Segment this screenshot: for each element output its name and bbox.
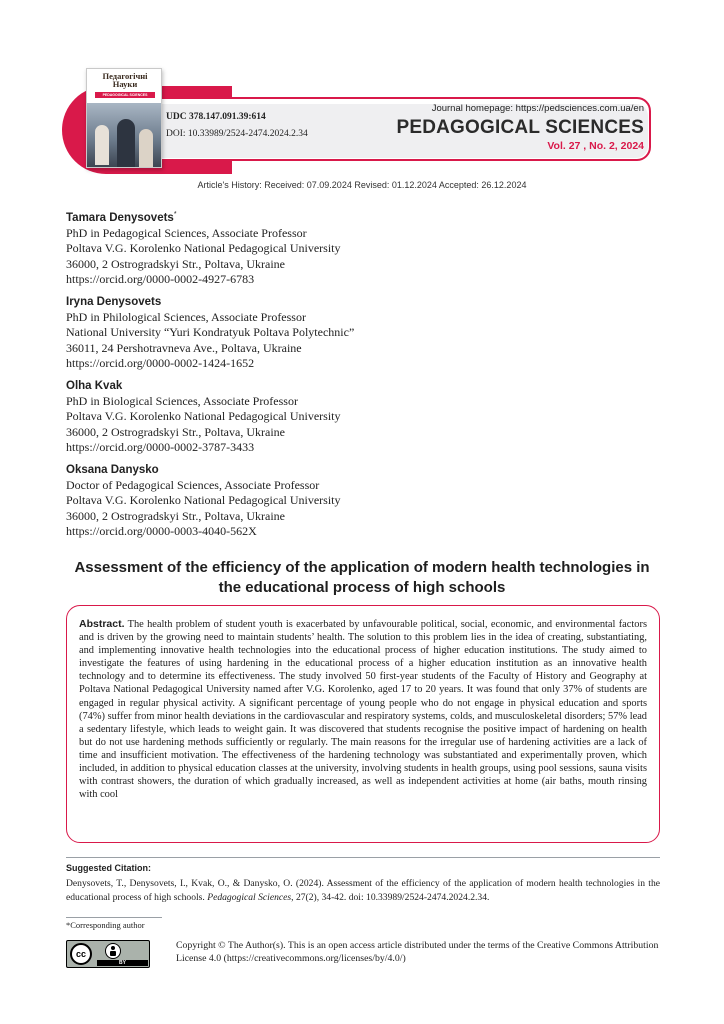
cover-photo — [87, 103, 162, 168]
author-affiliation: Poltava V.G. Korolenko National Pedagogical University — [66, 493, 341, 508]
author-block — [66, 378, 666, 456]
author-orcid-link[interactable]: https://orcid.org/0000-0002-4927-6783 — [66, 272, 255, 287]
author-name: Olha Kvak — [66, 379, 123, 392]
cover-person-2 — [117, 119, 135, 167]
author-degree: PhD in Pedagogical Sciences, Associate Professor — [66, 225, 307, 240]
abstract-text: The health problem of student youth is exacerbated by unfavourable political, social, economic, and environmental factors and is driven by the growing need to maintain students’ health. The solution to this problem lies in the idea of creating, substantiating, and implementing innovative health technologies into the educational process of higher education institutions. The study aimed to investigate the features of using hardening in the educational process of a higher education institution as an innovative health technology and to determine its effectiveness. The study involved 50 first-year students of the Faculty of History and Geography at Poltava National Pedagogical University named after V.G. Korolenko, aged 17 to 20 years. It was found that only 37% of students are engaged in regular physical activity. A significant percentage of young people who do not engage in physical education and sports (74%) suffer from minor health deviations in the cardiovascular and respiratory systems, colds, and musculoskeletal disorders; 57% lead a sedentary lifestyle, which leads to weight gain. It was discovered that students recognise the positive impact of hardening on health but do not use hardening methods sufficiently or regularly. The main reasons for the irregular use of hardening activities are a lack of time and insufficient motivation. The effectiveness of the hardening technology was substantiated and experimentally proven, which included, in addition to physical education classes at the university, involving students in health groups, using pool sessions, sauna visits with contrast showers, the duration of which gradually increased, as well as independent activities at home (air baths, mouth rinsing with cool — [79, 619, 647, 801]
attribution-person-icon — [105, 943, 121, 959]
abstract-body — [79, 618, 647, 838]
cover-band: PEDAGOGICAL SCIENCES — [95, 92, 155, 98]
journal-volume: Vol. 27 , No. 2, 2024 — [547, 140, 644, 152]
author-address: 36000, 2 Ostrogradskyi Str., Poltava, Ukraine — [66, 256, 285, 271]
author-name: Oksana Danysko — [66, 463, 159, 476]
author-degree: Doctor of Pedagogical Sciences, Associate Professor — [66, 477, 320, 492]
author-degree: PhD in Philological Sciences, Associate Professor — [66, 309, 306, 324]
author-block — [66, 207, 666, 288]
author-block — [66, 462, 666, 540]
license-text: Copyright © The Author(s). This is an open access article distributed under the terms of the Creative Commons Attribution License 4.0 (https://creativecommons.org/licenses/by/4.0/) — [176, 940, 659, 964]
author-degree: PhD in Biological Sciences, Associate Professor — [66, 393, 298, 408]
citation-journal: Pedagogical Sciences — [207, 891, 292, 903]
cc-by-license-badge[interactable] — [66, 940, 150, 968]
citation-text: Denysovets, T., Denysovets, I., Kvak, O., & Danysko, O. (2024). Assessment of the efficiency of the application of modern health technologies in the educational process of high schools. Pedagogical Sciences, 27(2), 34-42. doi: 10.33989/2524-2474.2024.2.34. — [66, 878, 660, 903]
article-title: Assessment of the efficiency of the application of modern health technologies in the educational process of high schools — [74, 559, 650, 596]
footnote-divider — [66, 917, 162, 918]
citation-divider — [66, 857, 660, 858]
cover-title: Педагогічні Науки — [102, 71, 148, 89]
cc-icon: cc — [70, 943, 92, 965]
journal-homepage[interactable]: Journal homepage: https://pedsciences.com.ua/en — [431, 103, 644, 114]
corresponding-author-note: *Corresponding author — [66, 920, 145, 930]
author-orcid-link[interactable]: https://orcid.org/0000-0002-1424-1652 — [66, 356, 255, 371]
abstract-box — [66, 605, 660, 843]
journal-cover-thumbnail — [86, 68, 162, 168]
udc-code: UDC 378.147.091.39:614 — [166, 112, 266, 122]
author-list — [66, 207, 666, 546]
article-history: Article's History: Received: 07.09.2024 Revised: 01.12.2024 Accepted: 26.12.2024 — [197, 180, 527, 190]
by-label: BY — [97, 960, 148, 966]
journal-name: PEDAGOGICAL SCIENCES — [396, 117, 644, 138]
doi[interactable]: DOI: 10.33989/2524-2474.2024.2.34 — [166, 129, 308, 139]
author-address: 36011, 24 Pershotravneva Ave., Poltava, Ukraine — [66, 340, 302, 355]
author-affiliation: Poltava V.G. Korolenko National Pedagogical University — [66, 409, 341, 424]
author-address: 36000, 2 Ostrogradskyi Str., Poltava, Ukraine — [66, 508, 285, 523]
author-orcid-link[interactable]: https://orcid.org/0000-0002-3787-3433 — [66, 440, 255, 455]
author-address: 36000, 2 Ostrogradskyi Str., Poltava, Ukraine — [66, 424, 285, 439]
cover-person-1 — [95, 125, 109, 165]
author-name: Iryna Denysovets — [66, 295, 162, 308]
citation-label: Suggested Citation: — [66, 863, 151, 873]
author-affiliation: National University “Yuri Kondratyuk Poltava Polytechnic” — [66, 325, 355, 340]
author-affiliation: Poltava V.G. Korolenko National Pedagogical University — [66, 241, 341, 256]
author-orcid-link[interactable]: https://orcid.org/0000-0003-4040-562X — [66, 524, 257, 539]
cover-person-3 — [139, 129, 153, 167]
abstract-label: Abstract. — [79, 618, 125, 630]
author-name: Tamara Denysovets* — [66, 211, 177, 224]
author-block — [66, 294, 666, 372]
corresponding-marker: * — [173, 211, 177, 218]
